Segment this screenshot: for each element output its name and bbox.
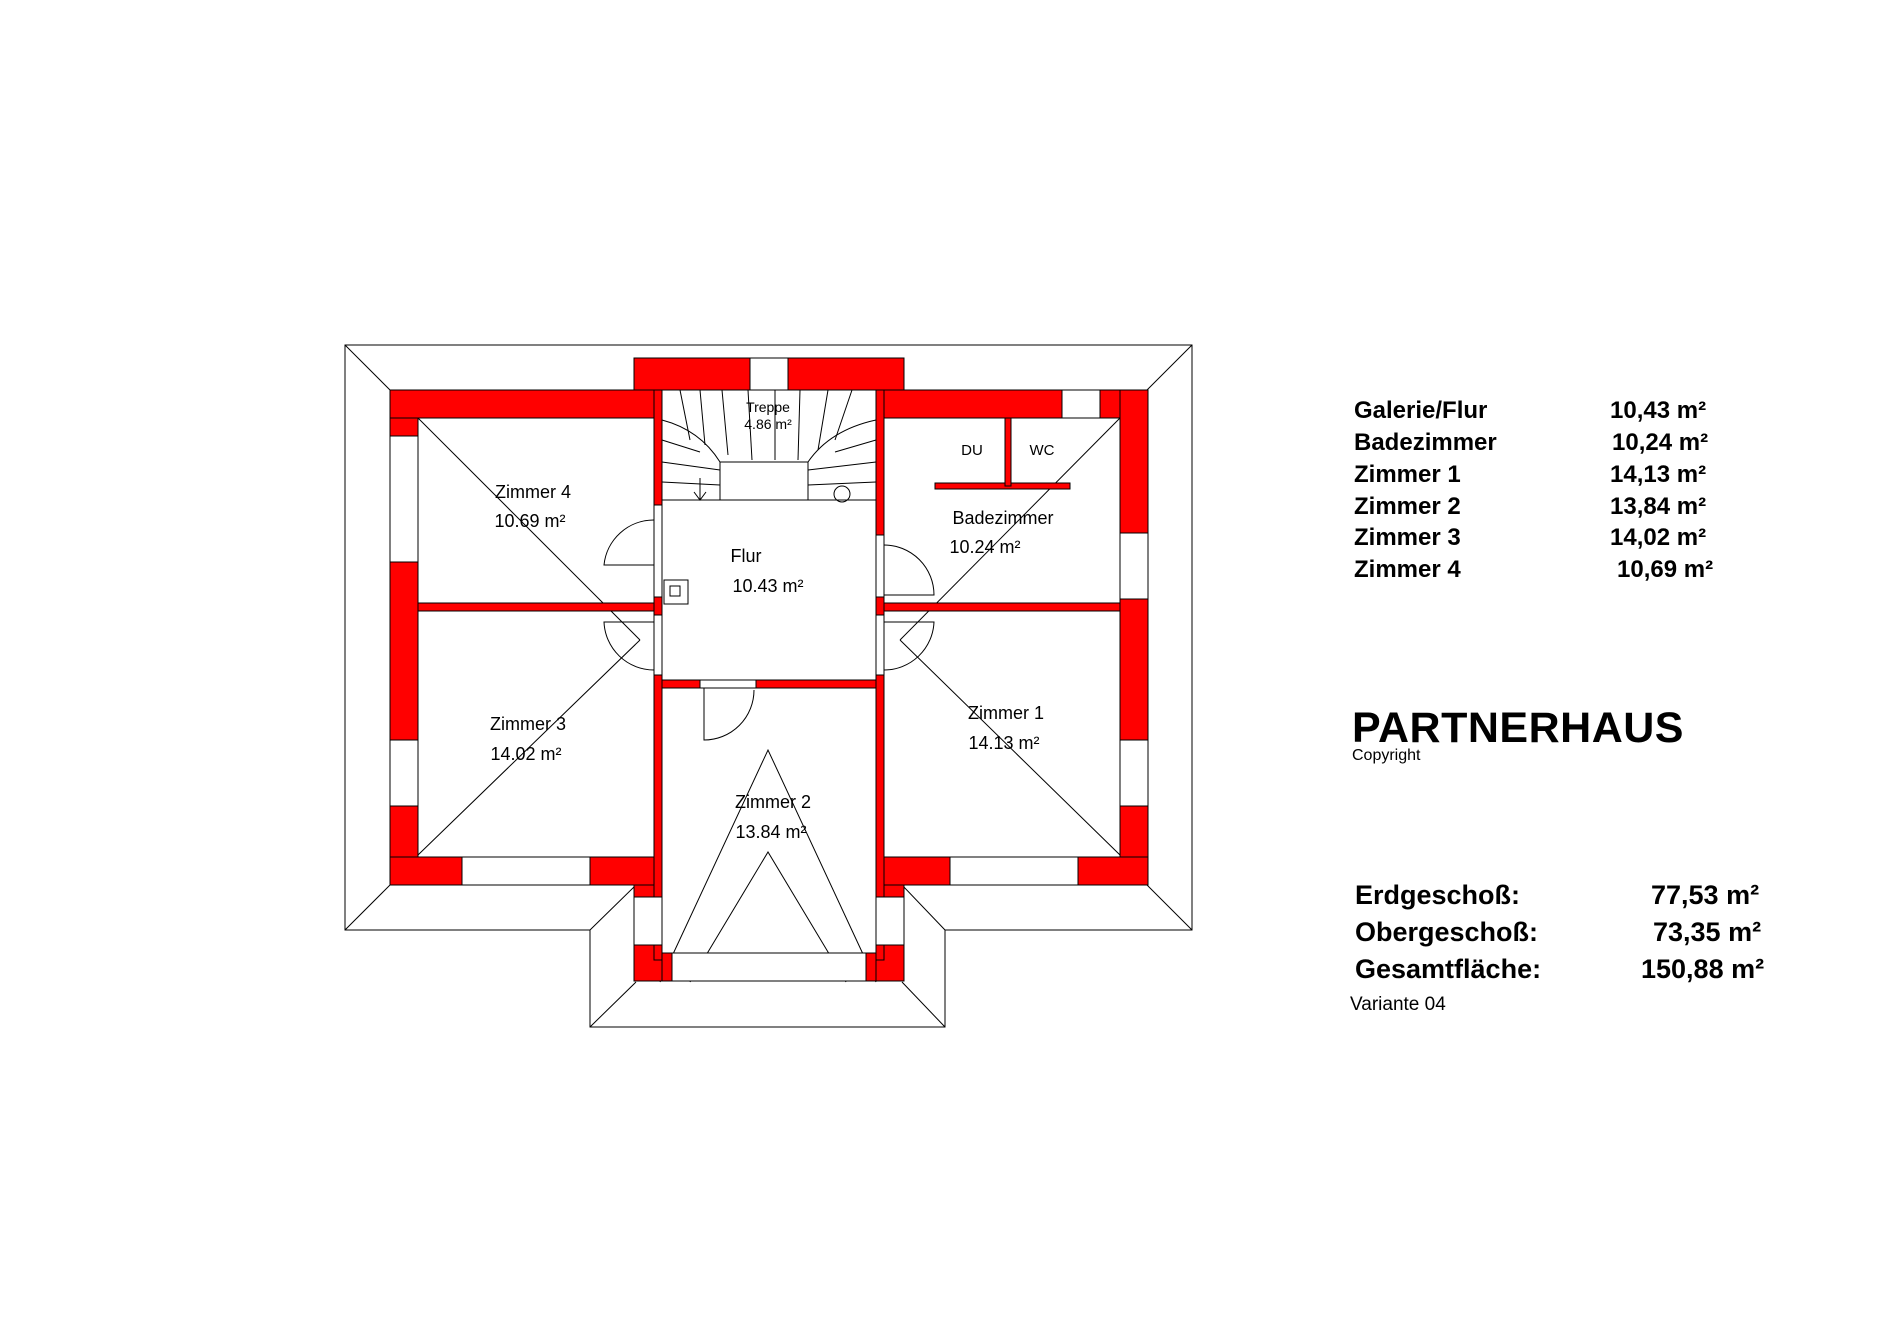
total-name: Obergeschoß: (1355, 917, 1539, 947)
room-area-zimmer-1: 14.13 m² (968, 733, 1040, 753)
total-name: Erdgeschoß: (1355, 880, 1521, 910)
room-label-zimmer-1: Zimmer 1 (968, 703, 1044, 723)
area-name: Zimmer 4 (1354, 556, 1461, 583)
room-label-zimmer-2: Zimmer 2 (735, 792, 811, 812)
room-label-badezimmer: Badezimmer (952, 508, 1054, 528)
room-area-treppe: 4.86 m² (744, 416, 792, 432)
area-name: Zimmer 1 (1354, 461, 1461, 488)
total-name: Gesamtfläche: (1355, 954, 1542, 984)
room-area-zimmer-2: 13.84 m² (735, 822, 807, 842)
area-name: Zimmer 2 (1354, 493, 1461, 520)
area-value: 14,13 m² (1610, 461, 1707, 488)
area-value: 13,84 m² (1610, 493, 1707, 520)
room-area-zimmer-3: 14.02 m² (490, 744, 562, 764)
area-name: Badezimmer (1354, 429, 1497, 456)
area-value: 14,02 m² (1610, 524, 1707, 551)
room-label-treppe: Treppe (746, 399, 790, 415)
room-label-du: DU (961, 442, 983, 459)
room-area-zimmer-4: 10.69 m² (494, 511, 566, 531)
room-label-zimmer-3: Zimmer 3 (490, 714, 566, 734)
room-area-flur: 10.43 m² (732, 576, 804, 596)
area-name: Galerie/Flur (1354, 397, 1488, 424)
copyright-label: Copyright (1352, 747, 1421, 764)
total-value: 77,53 m² (1651, 880, 1760, 910)
area-name: Zimmer 3 (1354, 524, 1461, 551)
area-value: 10,24 m² (1612, 429, 1709, 456)
total-value: 73,35 m² (1653, 917, 1762, 947)
brand-title: PARTNERHAUS (1352, 704, 1684, 752)
room-area-badezimmer: 10.24 m² (949, 537, 1021, 557)
variant-label: Variante 04 (1350, 994, 1446, 1015)
total-value: 150,88 m² (1641, 954, 1765, 984)
room-label-wc: WC (1029, 442, 1055, 459)
area-value: 10,69 m² (1617, 556, 1714, 583)
room-label-zimmer-4: Zimmer 4 (495, 482, 571, 502)
chimney (664, 580, 688, 604)
room-label-flur: Flur (730, 546, 762, 566)
area-value: 10,43 m² (1610, 397, 1707, 424)
